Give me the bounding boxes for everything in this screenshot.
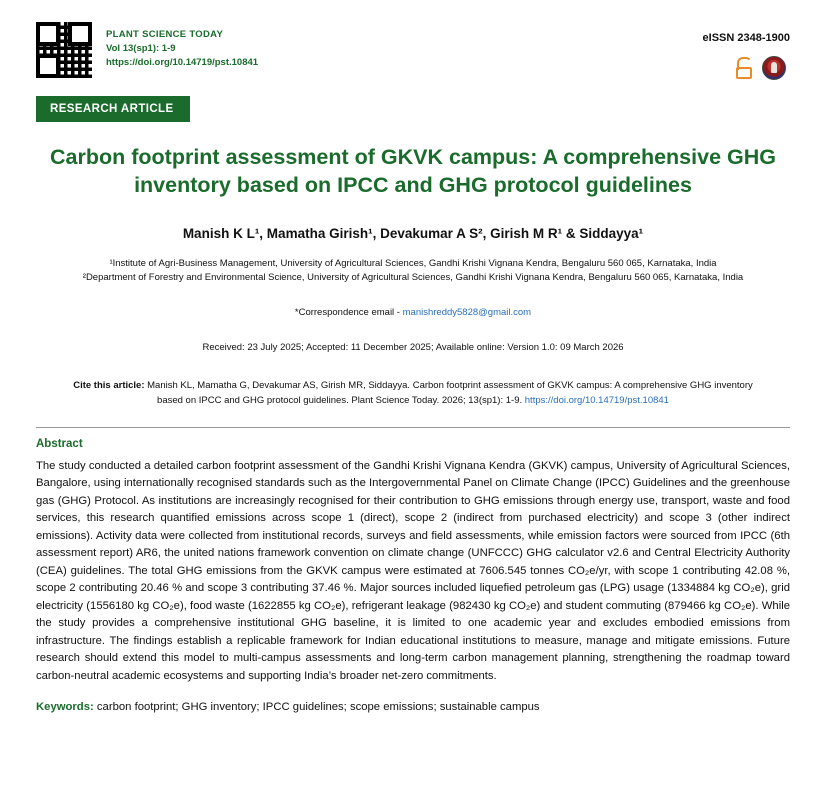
keywords-block <box>36 699 790 716</box>
page-title: Carbon footprint assessment of GKVK campus: A comprehensive GHG inventory based on IPCC and GHG protocol guidelines <box>50 145 776 197</box>
keywords-text: carbon footprint; GHG inventory; IPCC guidelines; scope emissions; sustainable campus <box>93 701 540 714</box>
creative-commons-badge-icon[interactable] <box>762 56 786 80</box>
journal-doi-link[interactable]: https://doi.org/10.14719/pst.10841 <box>106 56 259 68</box>
cite-label: Cite this article: <box>73 380 145 392</box>
journal-info <box>106 22 258 69</box>
masthead <box>36 22 790 80</box>
article-type-badge: RESEARCH ARTICLE <box>36 96 190 122</box>
abstract-heading: Abstract <box>36 437 83 450</box>
correspondence <box>36 307 790 318</box>
author-list: Manish K L¹, Mamatha Girish¹, Devakumar A S², Girish M R¹ & Siddayya¹ <box>182 225 644 241</box>
affiliations <box>36 257 790 286</box>
journal-name: PLANT SCIENCE TODAY <box>106 29 224 40</box>
cite-text: Manish KL, Mamatha G, Devakumar AS, Girish MR, Siddayya. Carbon footprint assessment of GKVK campus: A comprehensive GHG inventory based on IPCC and GHG protocol guidelines. Plant Science Today. 2026; 13(sp1): 1-9. <box>144 380 753 407</box>
eissn-label: eISSN 2348-1900 <box>702 32 790 44</box>
correspondence-email-link[interactable]: manishreddy5828@gmail.com <box>402 307 532 319</box>
affiliation-1: ¹Institute of Agri-Business Management, University of Agricultural Sciences, Gandhi Krishi Vignana Kendra, Bengaluru 560 065, Karnataka, India <box>109 257 717 269</box>
qr-code-icon[interactable] <box>36 22 92 78</box>
keywords-label: Keywords: <box>36 701 94 714</box>
affiliation-2: ²Department of Forestry and Environmental Science, University of Agricultural Sciences, Gandhi Krishi Vignana Kendra, Bengaluru 560 065, Karnataka, India <box>82 272 744 284</box>
publication-dates: Received: 23 July 2025; Accepted: 11 December 2025; Available online: Version 1.0: 09 March 2026 <box>202 342 624 354</box>
cite-doi-link[interactable]: https://doi.org/10.14719/pst.10841 <box>524 395 669 407</box>
divider <box>36 427 790 428</box>
abstract-text: The study conducted a detailed carbon footprint assessment of the Gandhi Krishi Vignana Kendra (GKVK) campus, University of Agricultural Sciences, Bangalore, using internationally recognised standards such as the Intergovernmental Panel on Climate Change (IPCC) Guidelines and the greenhouse gas (GHG) Protocol. As institutions are increasingly recognised for their contribution to GHG emissions through energy use, transport, waste and food services, this research quantified emissions across scope 1 (direct), scope 2 (indirect from purchased electricity) and scope 3 (other indirect emissions). Activity data were collected from institutional records, surveys and field assessments, while emission factors were sourced from IPCC (6th assessment report) AR6, the united nations framework convention on climate change (UNFCCC) GHG calculator v2.6 and Central Electricity Authority (CEA) guidelines. The total GHG emissions from the GKVK campus were estimated at 7606.545 tonnes CO₂e/yr, with scope 1 contributing 42.08 %, scope 2 contributing 20.46 % and scope 3 contributing 37.46 %. Major sources included liquefied petroleum gas (LPG) usage (1334884 kg CO₂e), grid electricity (1556180 kg CO₂e), food waste (1622855 kg CO₂e), refrigerant leakage (982430 kg CO₂e) and student commuting (879466 kg CO₂e). While the study provides a comprehensive institutional GHG baseline, it is limited to one academic year and excludes embodied emissions from infrastructure. The findings establish a replicable framework for Indian educational institutions to measure, manage and mitigate emissions. Future research should extend this model to multi-campus assessments and long-term carbon management planning, strengthening the roadmap toward carbon-neutral academic ecosystems and supporting India’s broader net-zero commitments. <box>36 459 790 682</box>
citation-block <box>70 379 756 408</box>
badge-group <box>736 56 786 80</box>
open-access-lock-icon[interactable] <box>736 57 752 79</box>
journal-volume: Vol 13(sp1): 1-9 <box>106 42 176 54</box>
correspondence-label: *Correspondence email - <box>294 307 403 319</box>
